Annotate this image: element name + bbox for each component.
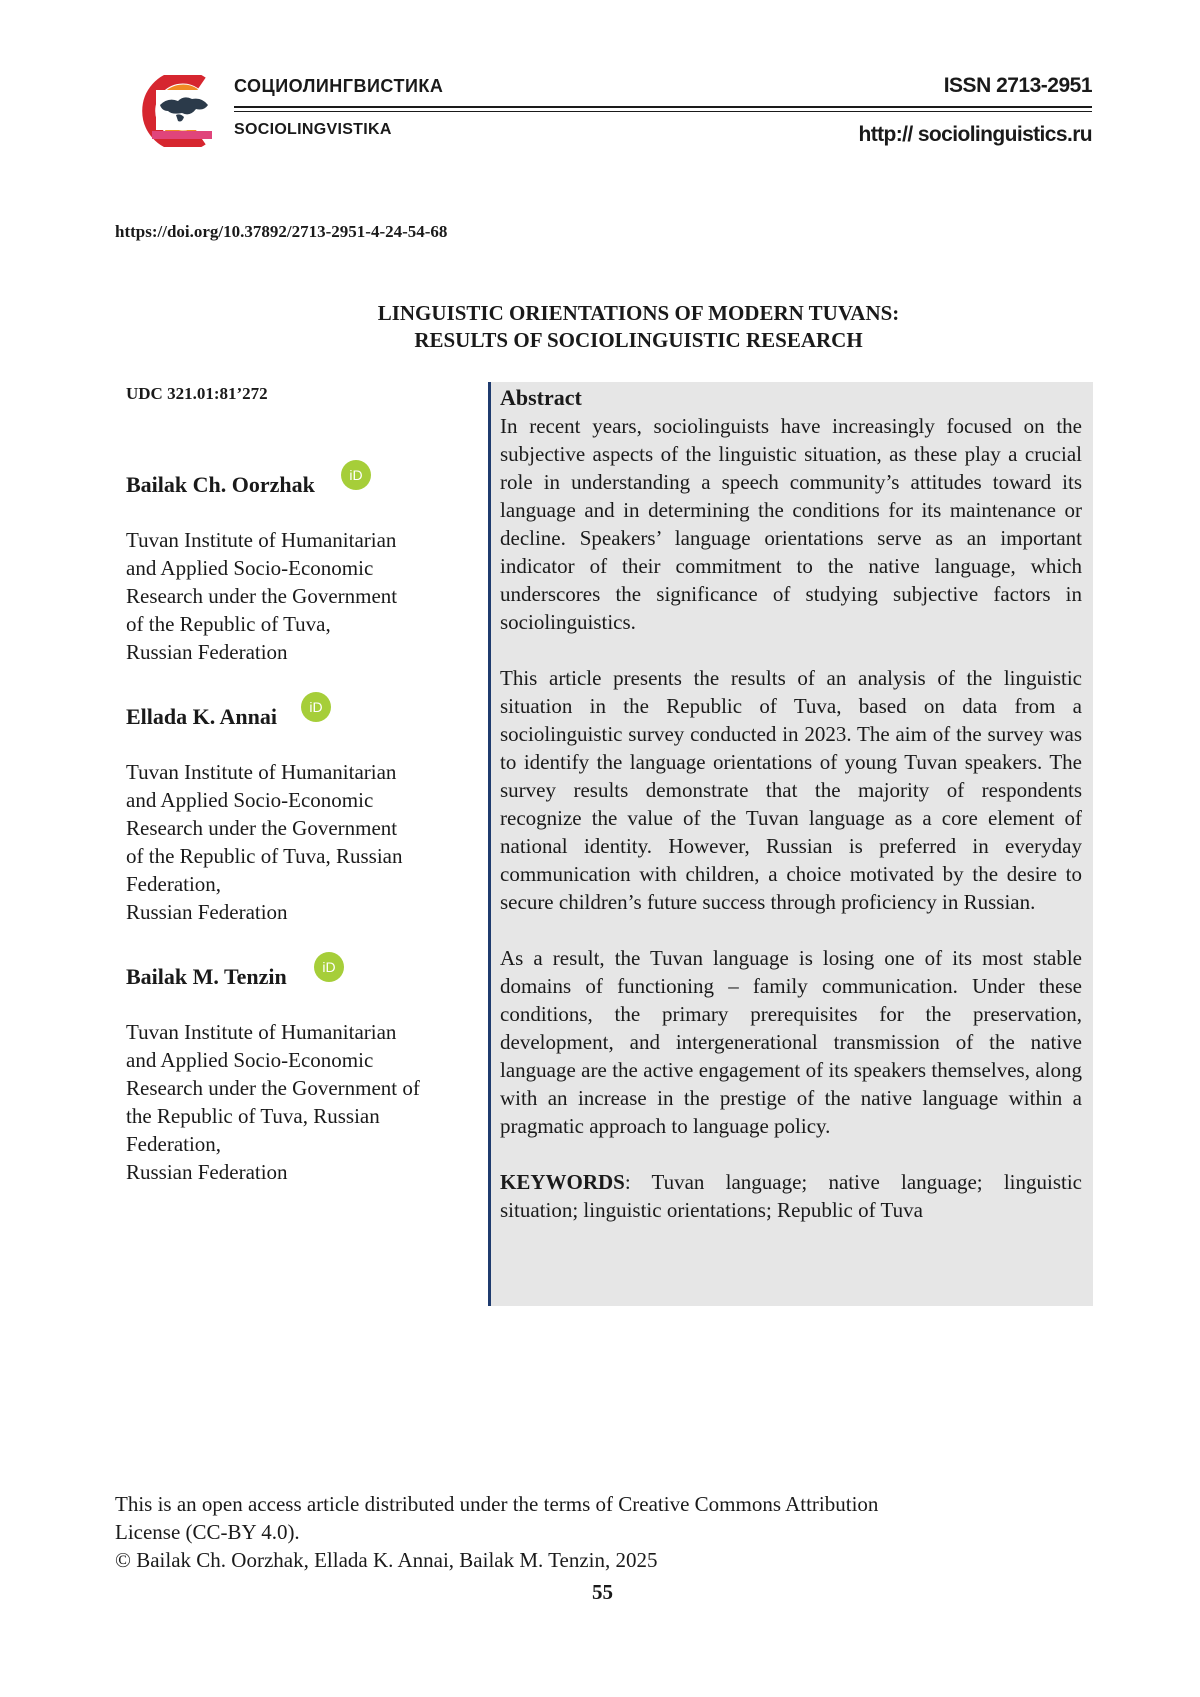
affiliation-line: of the Republic of Tuva, Russian <box>126 844 403 868</box>
author-affiliation-1 <box>126 526 476 666</box>
header-rule <box>234 106 1092 108</box>
abstract <box>500 384 1082 1224</box>
affiliation-line: Federation, <box>126 1132 222 1156</box>
abstract-heading: Abstract <box>500 385 582 410</box>
doi-link[interactable]: https://doi.org/10.37892/2713-2951-4-24-54-68 <box>115 222 448 241</box>
affiliation-line: Russian Federation <box>126 900 288 924</box>
author-name-text: Bailak M. Tenzin <box>126 964 287 989</box>
keywords <box>500 1168 1082 1224</box>
orcid-icon[interactable] <box>301 692 331 722</box>
affiliation-line: Tuvan Institute of Humanitarian <box>126 1020 397 1044</box>
copyright: © Bailak Ch. Oorzhak, Ellada K. Annai, Bailak M. Tenzin, 2025 <box>115 1548 658 1572</box>
header-rule-thin <box>234 111 1092 112</box>
author-affiliation-3 <box>126 1018 476 1186</box>
author-name-3 <box>126 964 287 990</box>
abstract-accent-bar <box>488 382 491 1306</box>
affiliation-line: and Applied Socio-Economic <box>126 1048 374 1072</box>
keywords-label: KEYWORDS <box>500 1170 625 1194</box>
orcid-label: iD <box>309 699 323 715</box>
journal-url[interactable]: http:// sociolinguistics.ru <box>858 123 1092 146</box>
journal-name-ru: СОЦИОЛИНГВИСТИКА <box>234 76 444 96</box>
license-line-1: This is an open access article distributed under the terms of Creative Commons Attribution <box>115 1492 879 1516</box>
orcid-label: iD <box>322 959 336 975</box>
affiliation-line: of the Republic of Tuva, <box>126 612 331 636</box>
affiliation-line: Tuvan Institute of Humanitarian <box>126 760 397 784</box>
affiliation-line: Tuvan Institute of Humanitarian <box>126 528 397 552</box>
abstract-paragraph-1: In recent years, sociolinguists have increasingly focused on the subjective aspects of the linguistic situation, as these play a crucial role in understanding a speech community’s attitudes toward its language and in determining the conditions for its maintenance or decline. Speakers’ language orientations serve as an important indicator of their commitment to the native language, which underscores the significance of studying subjective factors in sociolinguistics. <box>500 414 1082 634</box>
affiliation-line: Russian Federation <box>126 1160 288 1184</box>
orcid-icon[interactable] <box>314 952 344 982</box>
journal-name-en: SOCIOLINGVISTIKA <box>234 121 392 138</box>
journal-logo <box>114 75 214 147</box>
affiliation-line: Russian Federation <box>126 640 288 664</box>
abstract-paragraph-3: As a result, the Tuvan language is losing one of its most stable domains of functioning – family communication. Under these conditions, the primary prerequisites for the preservation, development, and intergenerational transmission of the native language are the active engagement of its speakers themselves, along with an increase in the prestige of the native language within a pragmatic approach to language policy. <box>500 946 1082 1138</box>
journal-logo-icon <box>114 75 214 147</box>
affiliation-line: the Republic of Tuva, Russian <box>126 1104 380 1128</box>
orcid-icon[interactable] <box>341 460 371 490</box>
keywords-text: : Tuvan language; native language; linguistic situation; linguistic orientations; Republic of Tuva <box>500 1170 1082 1222</box>
udc-code: UDC 321.01:81’272 <box>126 384 268 403</box>
license-line-2: License (CC-BY 4.0). <box>115 1520 300 1544</box>
affiliation-line: Research under the Government of <box>126 1076 420 1100</box>
affiliation-line: and Applied Socio-Economic <box>126 556 374 580</box>
affiliation-line: and Applied Socio-Economic <box>126 788 374 812</box>
orcid-label: iD <box>349 467 363 483</box>
issn: ISSN 2713-2951 <box>943 74 1092 97</box>
author-name-2 <box>126 704 277 730</box>
title-line-2: RESULTS OF SOCIOLINGUISTIC RESEARCH <box>414 328 863 352</box>
article-title <box>115 300 1162 354</box>
affiliation-line: Federation, <box>126 872 222 896</box>
affiliation-line: Research under the Government <box>126 816 398 840</box>
author-name-1 <box>126 472 315 498</box>
author-name-text: Bailak Ch. Oorzhak <box>126 472 315 497</box>
license-footer <box>115 1490 1115 1574</box>
page-number: 55 <box>592 1580 613 1604</box>
title-line-1: LINGUISTIC ORIENTATIONS OF MODERN TUVANS: <box>377 301 900 325</box>
affiliation-line: Research under the Government <box>126 584 398 608</box>
abstract-paragraph-2: This article presents the results of an analysis of the linguistic situation in the Republic of Tuva, based on data from a sociolinguistic survey conducted in 2023. The aim of the survey was to identify the language orientations of young Tuvan speakers. The survey results demonstrate that the majority of respondents recognize the value of the Tuvan language as a core element of national identity. However, Russian is preferred in everyday communication with children, a choice motivated by the desire to secure children’s future success through proficiency in Russian. <box>500 666 1082 914</box>
author-affiliation-2 <box>126 758 476 926</box>
author-name-text: Ellada K. Annai <box>126 704 278 729</box>
